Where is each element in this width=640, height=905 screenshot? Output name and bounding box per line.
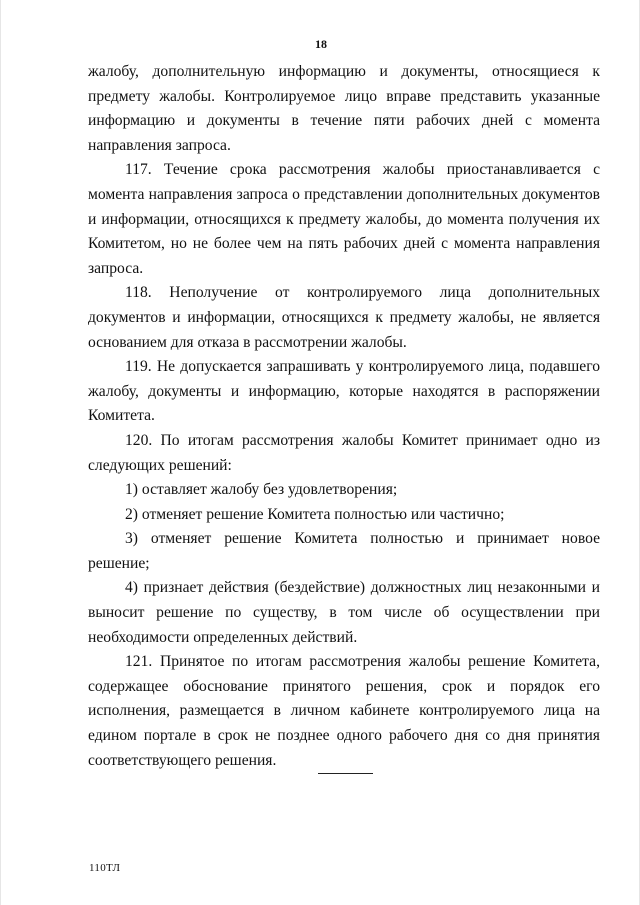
paragraph-119: 119. Не допускается запрашивать у контролируемого лица, подавшего жалобу, документы и информацию, которые находятся в распоряжении Комитета.	[88, 358, 600, 425]
paragraph-117: 117. Течение срока рассмотрения жалобы приостанавливается с момента направления запроса о представлении дополнительных документов и информации, относящихся к предмету жалобы, до момента получения их Комитетом, но не более чем на пять рабочих дней с момента направления запроса.	[88, 161, 600, 277]
end-divider	[318, 773, 373, 774]
page-number: 18	[315, 37, 327, 51]
paragraph-continuation: жалобу, дополнительную информацию и документы, относящиеся к предмету жалобы. Контролируемое лицо вправе представить указанные информацию и документы в течение пяти рабочих дней с момента направления запроса.	[88, 63, 600, 154]
document-body	[88, 60, 600, 773]
list-item-4: 4) признает действия (бездействие) должностных лиц незаконными и выносит решение по существу, в том числе об осуществлении при необходимости определенных действий.	[88, 579, 600, 646]
list-item-3: 3) отменяет решение Комитета полностью и принимает новое решение;	[88, 530, 600, 572]
paragraph-121: 121. Принятое по итогам рассмотрения жалобы решение Комитета, содержащее обоснование принятого решения, срок и порядок его исполнения, размещается в личном кабинете контролируемого лица на едином портале в срок не позднее одного рабочего дня со дня принятия соответствующего решения.	[88, 653, 600, 769]
paragraph-118: 118. Неполучение от контролируемого лица дополнительных документов и информации, относящихся к предмету жалобы, не является основанием для отказа в рассмотрении жалобы.	[88, 284, 600, 351]
list-item-1: 1) оставляет жалобу без удовлетворения;	[125, 481, 398, 499]
list-item-2: 2) отменяет решение Комитета полностью или частично;	[125, 505, 505, 523]
document-code: 110ТЛ	[89, 862, 121, 874]
paragraph-120: 120. По итогам рассмотрения жалобы Комитет принимает одно из следующих решений:	[88, 431, 600, 474]
